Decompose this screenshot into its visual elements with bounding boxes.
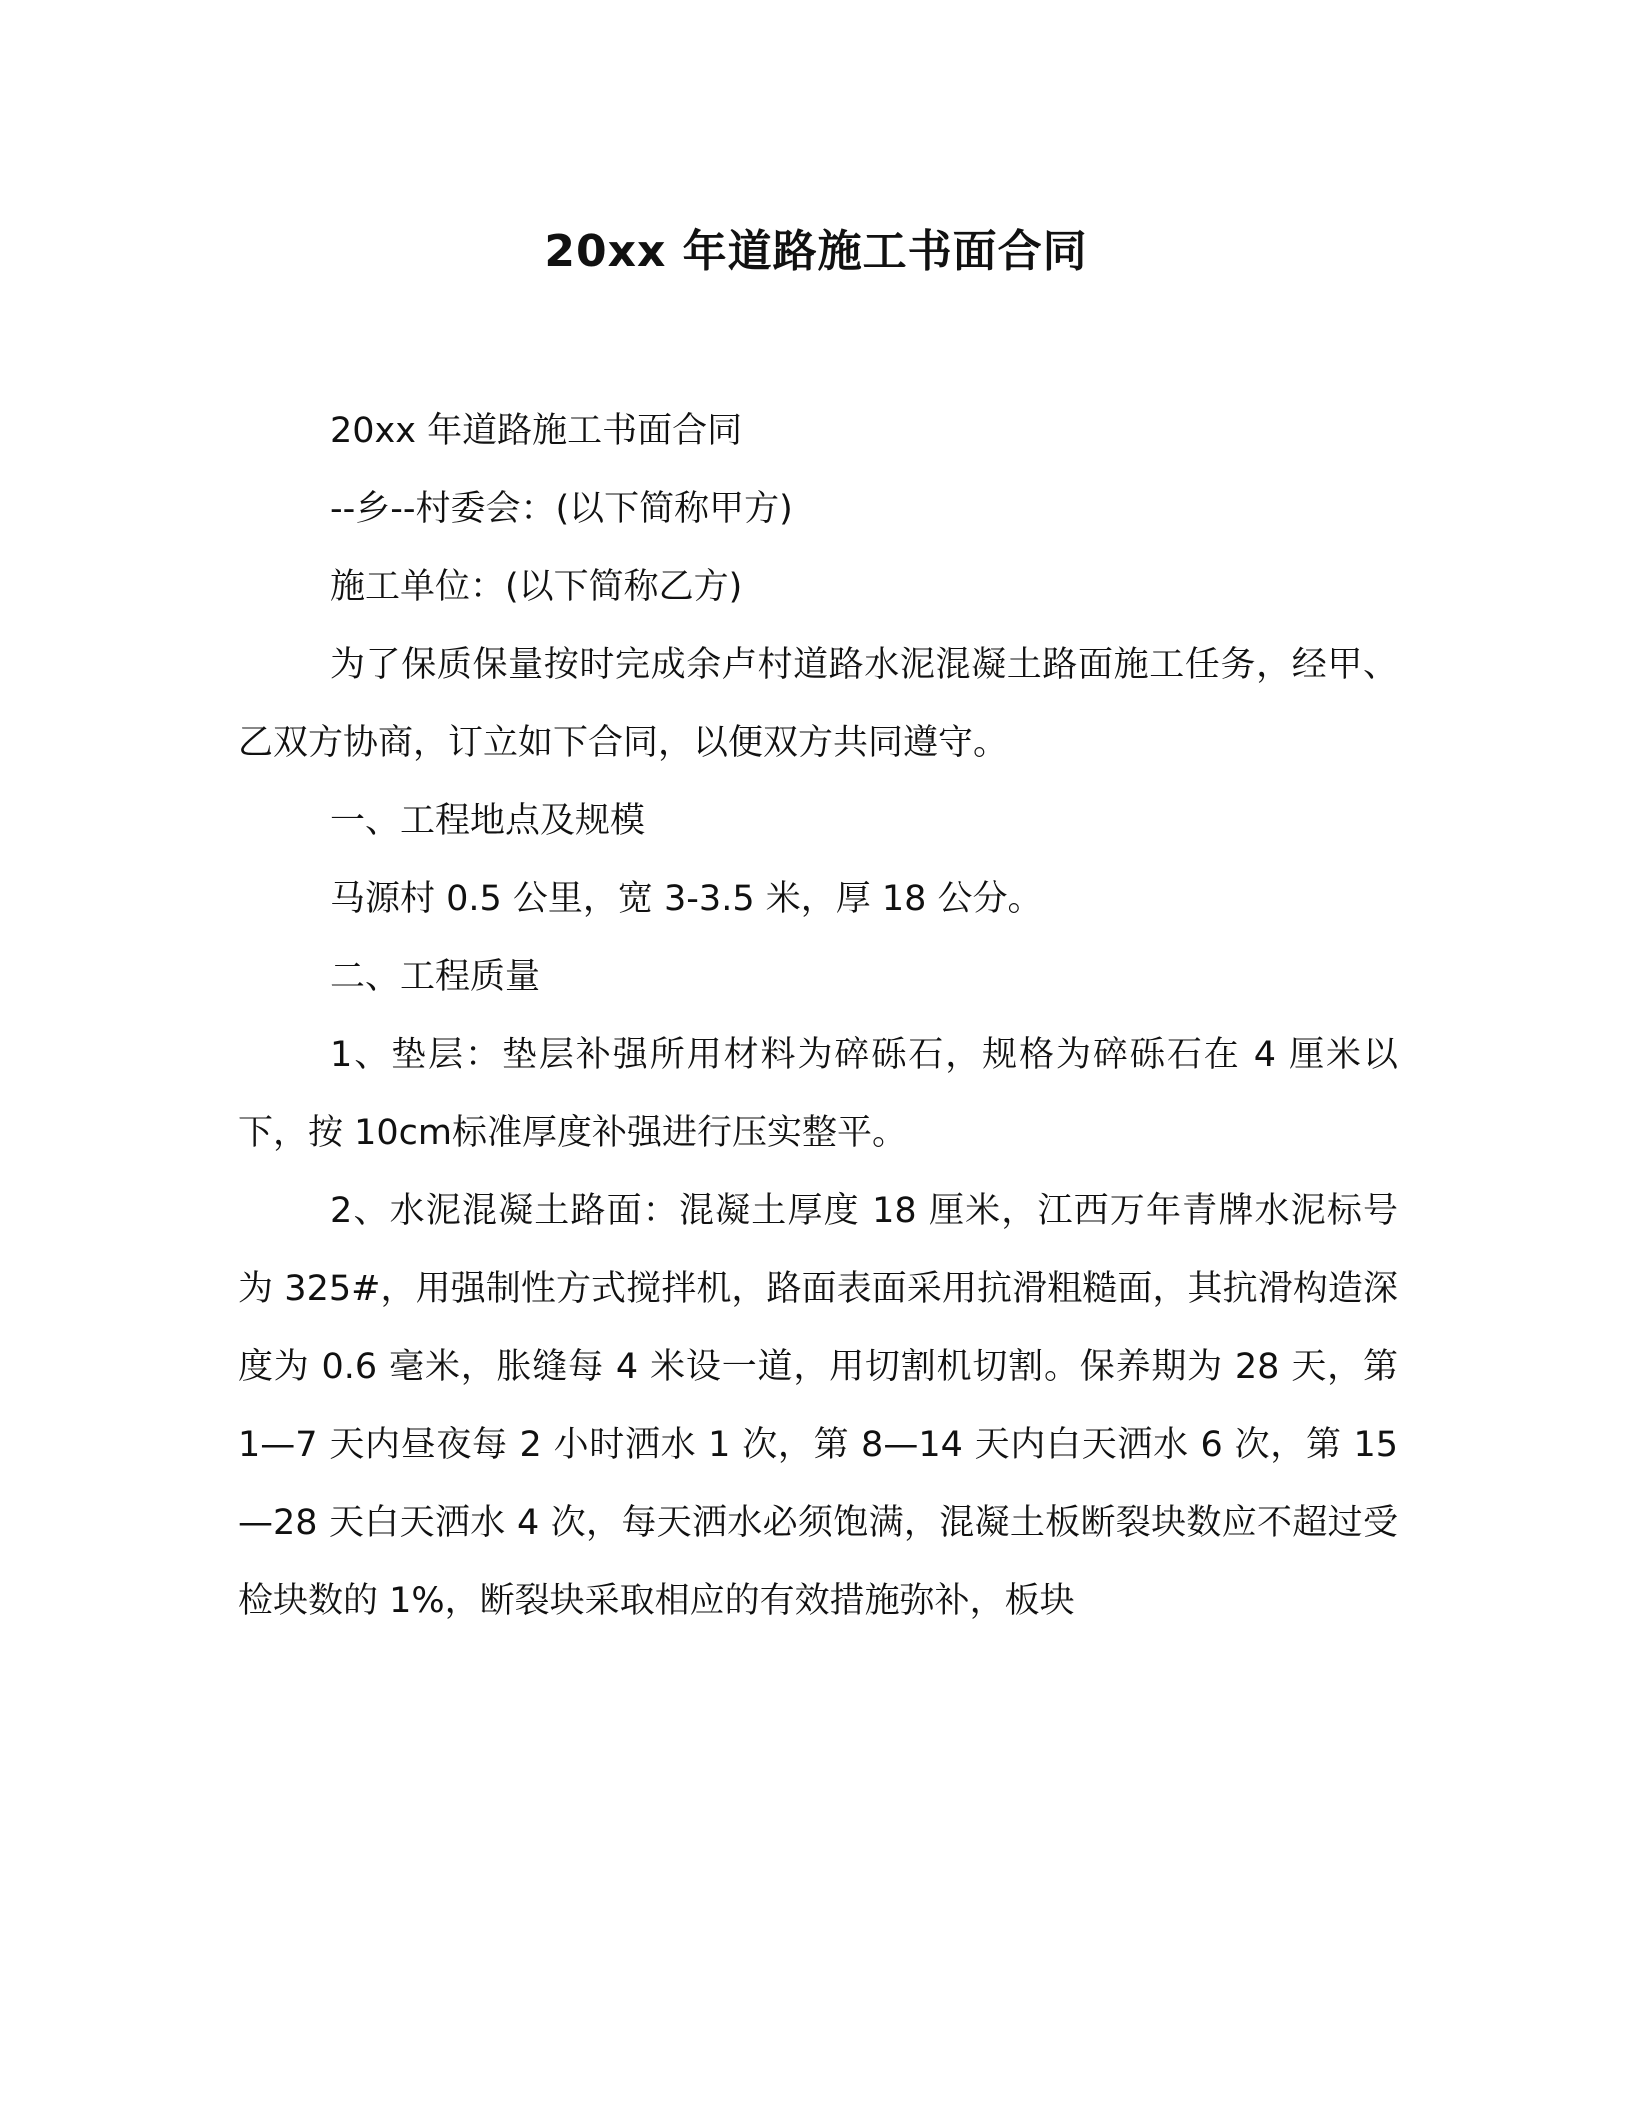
paragraph-concrete-pavement: 2、水泥混凝土路面：混凝土厚度 18 厘米，江西万年青牌水泥标号为 325#，用强制性方式搅拌机，路面表面采用抗滑粗糙面，其抗滑构造深度为 0.6 毫米，胀缝每 4 米设一道，用切割机切割。保养期为 28 天，第 1—7 天内昼夜每 2 小时洒水 1 次，第 8—14 天内白天洒水 6 次，第 15—28 天白天洒水 4 次，每天洒水必须饱满，混凝土板断裂块数应不超过受检块数的 1%，断裂块采取相应的有效措施弥补，板块 (238, 1191, 1399, 1621)
paragraph-party-b: 施工单位：(以下简称乙方) (330, 567, 743, 607)
paragraph-base-layer: 1、垫层：垫层补强所用材料为碎砾石，规格为碎砾石在 4 厘米以下，按 10cm标准厚度补强进行压实整平。 (238, 1035, 1398, 1153)
paragraph-location: 马源村 0.5 公里，宽 3-3.5 米，厚 18 公分。 (330, 879, 1043, 919)
paragraph-party-a: --乡--村委会：(以下简称甲方) (330, 489, 793, 529)
section-heading-location: 一、工程地点及规模 (330, 801, 646, 841)
paragraph-subtitle: 20xx 年道路施工书面合同 (330, 411, 743, 451)
section-heading-quality: 二、工程质量 (330, 957, 541, 997)
document-title: 20xx 年道路施工书面合同 (544, 226, 1088, 277)
paragraph-purpose: 为了保质保量按时完成余卢村道路水泥混凝土路面施工任务，经甲、乙双方协商，订立如下合同，以便双方共同遵守。 (238, 645, 1398, 763)
document-body (238, 392, 1398, 1640)
